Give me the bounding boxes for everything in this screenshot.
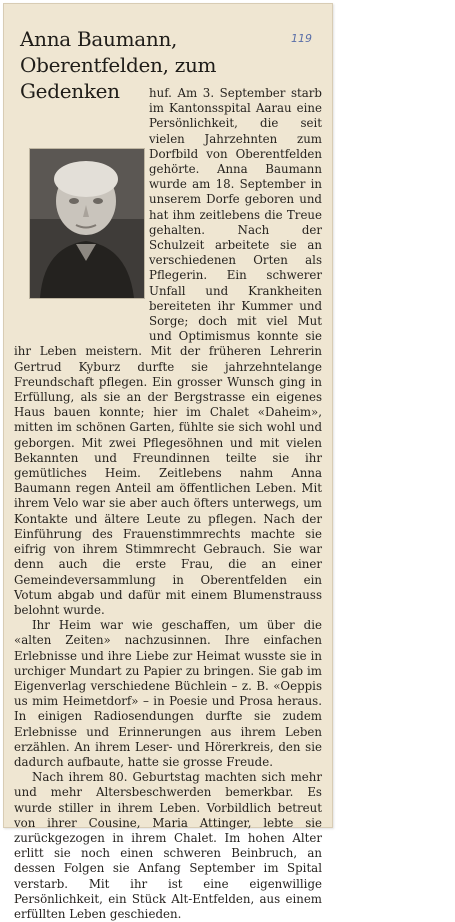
handwritten-page-number: 119	[291, 32, 312, 45]
article-paragraph-1: huf. Am 3. September starb im Kantonsspital Aarau eine Persönlichkeit, die seit vielen Jahrzehnten zum Dorfbild von Oberentfelden gehörte. Anna Baumann wurde am 18. September in unserem Dorfe geboren und hat ihm zeitlebens die Treue gehalten. Nach der Schulzeit arbeitete sie an verschiedenen Orten als Pflegerin. Ein schwerer Unfall und Krankheiten bereiteten ihr Kummer und Sorge; doch mit viel Mut und Optimismus konnte sie ihr Leben meistern. Mit der früheren Lehrerin Gertrud Kyburz durfte sie jahrzehntelange Freundschaft pflegen. Ein grosser Wunsch ging in Erfüllung, als sie an der Bergstrasse ein eigenes Haus bauen konnte; hier im Chalet «Daheim», mitten im schönen Garten, fühlte sie sich wohl und geborgen. Mit zwei Pflegesöhnen und mit vielen Bekannten und Freundinnen teilte sie ihr gemütliches Heim. Zeitlebens nahm Anna Baumann regen Anteil am öffentlichen Leben. Mit ihrem Velo war sie aber auch öfters unterwegs, um Kontakte und ältere Leute zu pflegen. Nach der Einführung des Frauenstimmrechts machte sie eifrig von ihrem Stimmrecht Gebrauch. Sie war denn auch die erste Frau, die an einer Gemeindeversammlung in Oberentfelden ein Votum abgab und dafür mit einem Blumenstrauss belohnt wurde.	[14, 86, 322, 617]
article-title: Anna Baumann, Oberentfelden, zum Gedenken	[20, 27, 217, 103]
article-body	[14, 86, 322, 922]
photo-spacer	[14, 131, 149, 341]
newspaper-clipping	[3, 3, 333, 921]
article-paragraph-2: Ihr Heim war wie geschaffen, um über die «alten Zeiten» nachzusinnen. Ihre einfachen Erlebnisse und ihre Liebe zur Heimat wusste sie in urchiger Mundart zu Papier zu bringen. Sie gab im Eigenverlag verschiedene Büchlein – z. B. «Oeppis us mim Heimetdorf» – in Poesie und Prosa heraus. In einigen Radiosendungen durfte sie zudem Erlebnisse und Erinnerungen aus ihrem Leben erzählen. An ihrem Leser- und Hörerkreis, den sie dadurch aufbaute, hatte sie grosse Freude.	[14, 618, 322, 769]
article-paragraph-3: Nach ihrem 80. Geburtstag machten sich mehr und mehr Altersbeschwerden bemerkbar. Es wurde stiller in ihrem Leben. Vorbildlich betreut von ihrer Cousine, Maria Attinger, lebte sie zurückgezogen in ihrem Chalet. Im hohen Alter erlitt sie noch einen schweren Beinbruch, an dessen Folgen sie Anfang September im Spital verstarb. Mit ihr ist eine eigenwillige Persönlichkeit, ein Stück Alt-Entfelden, aus einem erfüllten Leben geschieden.	[14, 770, 322, 921]
